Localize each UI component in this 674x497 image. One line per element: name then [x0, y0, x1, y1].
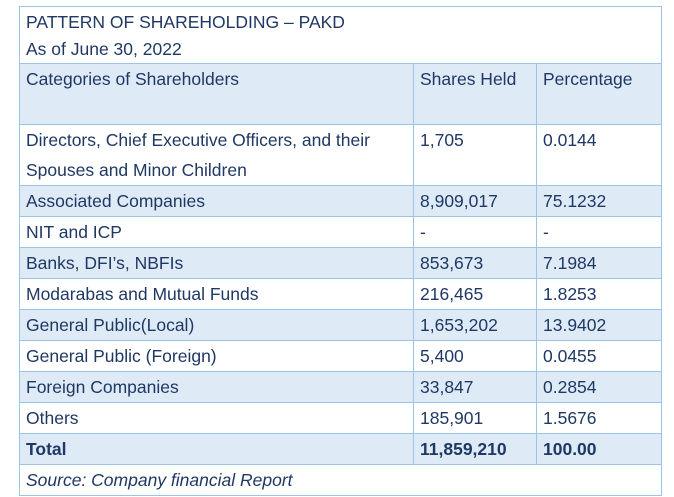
row-shares: 33,847	[414, 372, 537, 403]
row-category: Modarabas and Mutual Funds	[20, 279, 414, 310]
total-percentage: 100.00	[537, 434, 662, 465]
report-date: As of June 30, 2022	[26, 39, 182, 59]
row-shares: 216,465	[414, 279, 537, 310]
row-percentage: 13.9402	[537, 310, 662, 341]
row-percentage: 0.2854	[537, 372, 662, 403]
row-category: Banks, DFI’s, NBFIs	[20, 248, 414, 279]
row-percentage: 0.0455	[537, 341, 662, 372]
header-shares: Shares Held	[414, 64, 537, 125]
row-percentage: 0.0144	[537, 125, 662, 186]
table-row	[20, 186, 662, 217]
table-row	[20, 279, 662, 310]
row-shares: 8,909,017	[414, 186, 537, 217]
source-note: Source: Company financial Report	[20, 465, 662, 496]
header-category: Categories of Shareholders	[20, 64, 414, 125]
row-percentage: 1.5676	[537, 403, 662, 434]
row-category: Others	[20, 403, 414, 434]
table-row	[20, 341, 662, 372]
row-shares: -	[414, 217, 537, 248]
total-row	[20, 434, 662, 465]
report-title-cell	[20, 7, 662, 64]
row-shares: 185,901	[414, 403, 537, 434]
row-shares: 1,653,202	[414, 310, 537, 341]
row-category: General Public(Local)	[20, 310, 414, 341]
report-title: PATTERN OF SHAREHOLDING – PAKD	[26, 12, 345, 32]
row-category: Directors, Chief Executive Officers, and their Spouses and Minor Children	[20, 125, 414, 186]
header-percentage: Percentage	[537, 64, 662, 125]
table-row	[20, 372, 662, 403]
total-label: Total	[20, 434, 414, 465]
table-row	[20, 217, 662, 248]
row-percentage: -	[537, 217, 662, 248]
row-category: Foreign Companies	[20, 372, 414, 403]
row-shares: 1,705	[414, 125, 537, 186]
column-header-row	[20, 64, 662, 125]
total-shares: 11,859,210	[414, 434, 537, 465]
table-row	[20, 125, 662, 186]
row-category: General Public (Foreign)	[20, 341, 414, 372]
table-row	[20, 248, 662, 279]
table-row	[20, 310, 662, 341]
title-row	[20, 7, 662, 64]
row-shares: 5,400	[414, 341, 537, 372]
table-row	[20, 403, 662, 434]
row-percentage: 75.1232	[537, 186, 662, 217]
row-percentage: 7.1984	[537, 248, 662, 279]
row-category: Associated Companies	[20, 186, 414, 217]
row-shares: 853,673	[414, 248, 537, 279]
shareholding-table	[19, 6, 662, 496]
source-row	[20, 465, 662, 496]
row-percentage: 1.8253	[537, 279, 662, 310]
row-category: NIT and ICP	[20, 217, 414, 248]
